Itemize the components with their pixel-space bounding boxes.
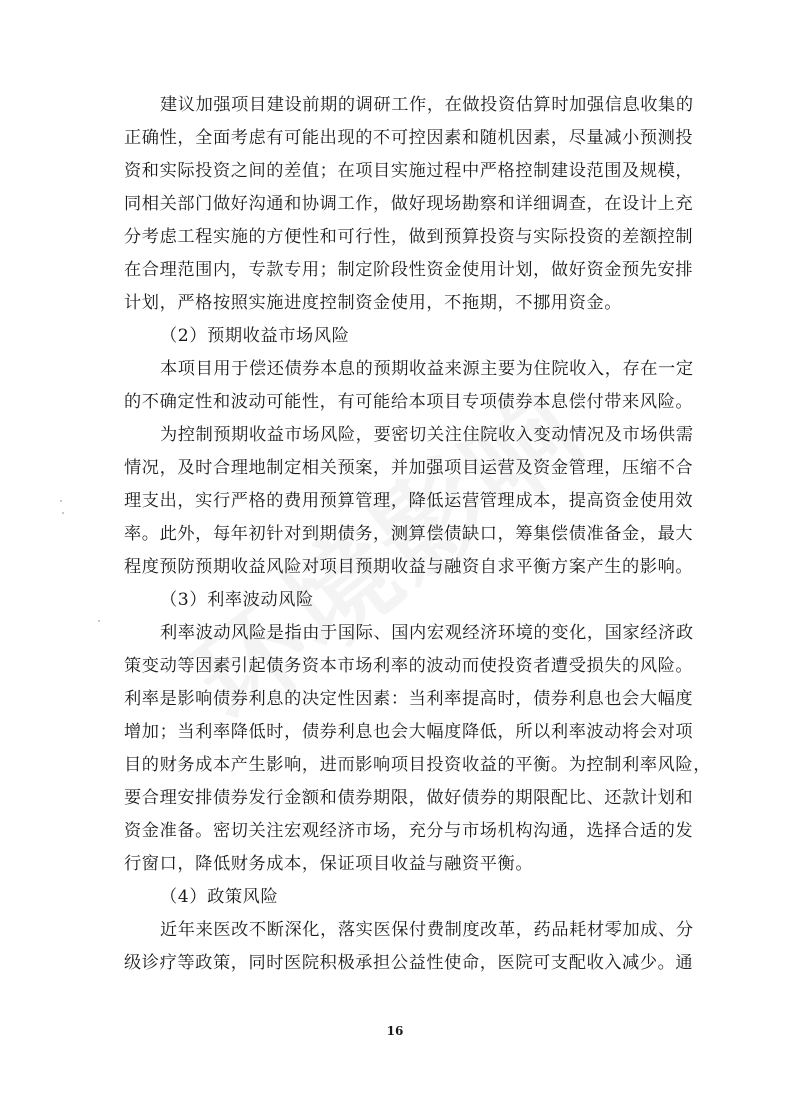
paragraph-line: 同相关部门做好沟通和协调工作，做好现场勘察和详细调查，在设计上充 [124, 194, 694, 214]
paragraph-line: 程度预防预期收益风险对项目预期收益与融资自求平衡方案产生的影响。 [124, 557, 694, 577]
paragraph-line: 建议加强项目建设前期的调研工作，在做投资估算时加强信息收集的 [160, 95, 694, 115]
section-heading-interest-rate-risk: （3）利率波动风险 [160, 590, 314, 610]
paragraph-line: 资和实际投资之间的差值；在项目实施过程中严格控制建设范围及规模， [124, 161, 694, 181]
paragraph-line: 近年来医改不断深化，落实医保付费制度改革，药品耗材零加成、分 [160, 920, 694, 940]
paragraph-line: 行窗口，降低财务成本，保证项目收益与融资平衡。 [124, 854, 534, 874]
page-number: 16 [386, 1024, 404, 1038]
paragraph-line: 率。此外，每年初针对到期债务，测算偿债缺口，筹集偿债准备金，最大 [124, 524, 694, 544]
paragraph-line: 利率波动风险是指由于国际、国内宏观经济环境的变化，国家经济政 [160, 623, 694, 643]
scan-speck [60, 500, 62, 502]
paragraph-line: 的不确定性和波动可能性，有可能给本项目专项债券本息偿付带来风险。 [124, 392, 694, 412]
paragraph-line: 目的财务成本产生影响，进而影响项目投资收益的平衡。为控制利率风险， [124, 755, 711, 775]
paragraph-line: 利率是影响债券利息的决定性因素：当利率提高时，债券利息也会大幅度 [124, 689, 694, 709]
paragraph-line: 计划，严格按照实施进度控制资金使用，不拖期，不挪用资金。 [124, 293, 623, 313]
paragraph-line: 策变动等因素引起债务资本市场利率的波动而使投资者遭受损失的风险。 [124, 656, 694, 676]
paragraph-line: 为控制预期收益市场风险，要密切关注住院收入变动情况及市场供需 [160, 425, 694, 445]
paragraph-line: 情况，及时合理地制定相关预案，并加强项目运营及资金管理，压缩不合 [124, 458, 694, 478]
paragraph-line: 理支出，实行严格的费用预算管理，降低运营管理成本，提高资金使用效 [124, 491, 694, 511]
scan-speck [62, 512, 64, 514]
section-heading-expected-revenue-risk: （2）预期收益市场风险 [160, 326, 350, 346]
paragraph-line: 分考虑工程实施的方便性和可行性，做到预算投资与实际投资的差额控制 [124, 227, 694, 247]
paragraph-line: 级诊疗等政策，同时医院积极承担公益性使命，医院可支配收入减少。通 [124, 953, 694, 973]
section-heading-policy-risk: （4）政策风险 [160, 887, 279, 907]
paragraph-line: 本项目用于偿还债券本息的预期收益来源主要为住院收入，存在一定 [160, 359, 694, 379]
paragraph-line: 在合理范围内，专款专用；制定阶段性资金使用计划，做好资金预先安排 [124, 260, 694, 280]
paragraph-line: 增加；当利率降低时，债券利息也会大幅度降低，所以利率波动将会对项 [124, 722, 694, 742]
paragraph-line: 正确性，全面考虑有可能出现的不可控因素和随机因素，尽量减小预测投 [124, 128, 694, 148]
paragraph-line: 要合理安排债券发行金额和债券期限，做好债券的期限配比、还款计划和 [124, 788, 694, 808]
scan-speck [98, 620, 100, 622]
paragraph-line: 资金准备。密切关注宏观经济市场，充分与市场机构沟通，选择合适的发 [124, 821, 694, 841]
